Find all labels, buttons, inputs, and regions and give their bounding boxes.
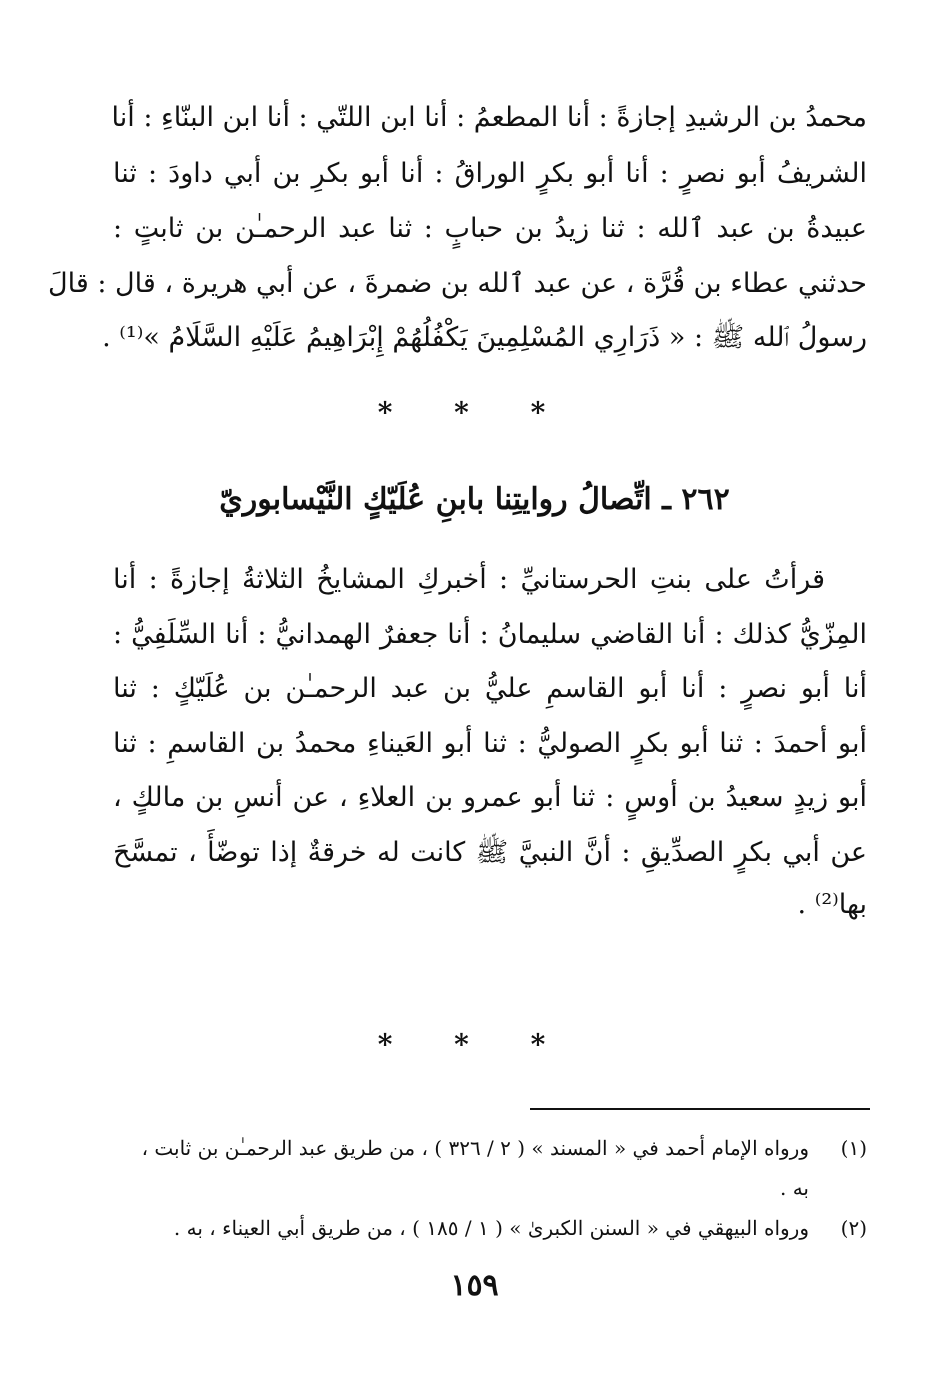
footnote-continuation: به . bbox=[779, 1176, 809, 1200]
text-line: محمدُ بن الرشيدِ إجازةً : أنا المطعمُ : أنا ابن اللتّي : أنا ابن البنّاءِ : أنا bbox=[111, 102, 867, 133]
text-line: بها⁽²⁾ . bbox=[797, 889, 867, 920]
footnote bbox=[113, 1132, 867, 1164]
text-line: الشريفُ أبو نصرٍ : أنا أبو بكرٍ الوراقُ : أنا أبو بكرِ بن أبي داودَ : ثنا bbox=[113, 158, 867, 189]
text-line: المِزّيُّ كذلك : أنا القاضي سليمانُ : أنا جعفرٌ الهمدانيُّ : أنا السِّلَفِيُّ : bbox=[113, 619, 867, 650]
text-line: عبيدةُ بن عبد ٱلله : ثنا زيدُ بن حبابٍ : ثنا عبد الرحمـٰن بن ثابتٍ : bbox=[113, 213, 867, 244]
footnote-text: ورواه البيهقي في « السنن الكبرىٰ » ( ١ / ١٨٥ ) ، من طريق أبي العيناء ، به . bbox=[173, 1216, 809, 1240]
text-line: أنا أبو نصرٍ : أنا أبو القاسمِ عليُّ بن عبد الرحمـٰن بن عُلَيّكٍ : ثنا bbox=[113, 673, 867, 704]
section-heading: ٢٦٢ ـ اتِّصالُ روايتِنا بابنِ عُلَيّكٍ النَّيْسابوريّ bbox=[219, 482, 730, 517]
text-line: قرأتُ على بنتِ الحرستانيِّ : أخبركِ المشايخُ الثلاثةُ إجازةً : أنا bbox=[113, 564, 825, 595]
text-line: أبو أحمدَ : ثنا أبو بكرٍ الصوليُّ : ثنا أبو العَيناءِ محمدُ بن القاسمِ : ثنا bbox=[113, 728, 867, 759]
text-line: رسولُ ٱلله ﷺ : « ذَرَارِي المُسْلِمِينَ يَكْفُلُهُمْ إِبْرَاهِيمُ عَلَيْهِ السَّلَامُ »⁽¹⁾ . bbox=[102, 322, 867, 353]
text-line: عن أبي بكرٍ الصدِّيقِ : أنَّ النبيَّ ﷺ كانت له خرقةٌ إذا توضّأَ ، تمسَّحَ bbox=[113, 837, 867, 868]
section-separator: * * * bbox=[377, 396, 572, 429]
page-number: ١٥٩ bbox=[450, 1268, 499, 1303]
text-line: حدثني عطاء بن قُرَّة ، عن عبد ٱلله بن ضمرةَ ، عن أبي هريرة ، قال : قالَ bbox=[48, 268, 867, 299]
footnote-rule bbox=[530, 1108, 870, 1110]
section-separator: * * * bbox=[377, 1028, 572, 1061]
footnote-number: (١) bbox=[840, 1136, 867, 1160]
footnote-number: (٢) bbox=[840, 1216, 867, 1240]
text-line: أبو زيدٍ سعيدُ بن أوسٍ : ثنا أبو عمرو بن العلاءِ ، عن أنسِ بن مالكٍ ، bbox=[113, 782, 867, 813]
footnote-text: ورواه الإمام أحمد في « المسند » ( ٢ / ٣٢٦ ) ، من طريق عبد الرحمـٰن بن ثابت ، bbox=[141, 1136, 809, 1160]
footnote bbox=[113, 1212, 867, 1244]
